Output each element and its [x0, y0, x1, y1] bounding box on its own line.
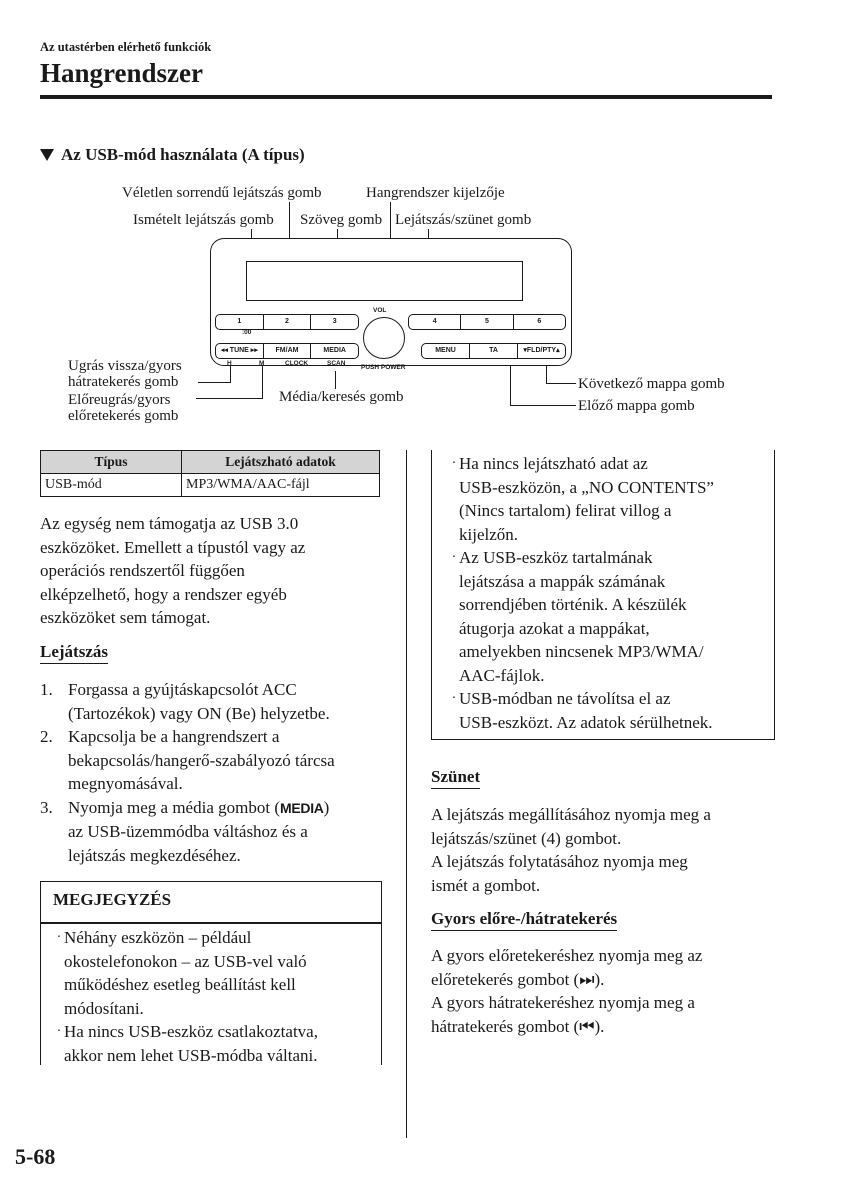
audio-unit-diagram: [60, 180, 760, 430]
list-item: [40, 678, 385, 725]
volume-power-knob[interactable]: [363, 317, 405, 359]
page-title: Hangrendszer: [40, 58, 203, 88]
seek-line: A gyors hátratekeréshez nyomja meg a: [431, 993, 695, 1012]
step-line: Kapcsolja be a hangrendszert a: [68, 727, 280, 746]
step-text: [68, 678, 330, 725]
title-rule: [40, 95, 772, 99]
preset-6-button[interactable]: 6: [513, 315, 565, 329]
note-line: kijelzőn.: [459, 524, 519, 544]
column-divider: [406, 450, 407, 1138]
seek-heading: Gyors előre-/hátratekerés: [431, 908, 617, 931]
note-box-continued: [431, 450, 775, 740]
note-line: amelyekben nincsenek MP3/WMA/: [459, 642, 704, 661]
step-line: bekapcsolás/hangerő-szabályozó tárcsa: [68, 750, 335, 770]
list-item: [40, 796, 385, 868]
vol-label: VOL: [373, 307, 387, 314]
bullet-dot-icon: ·: [451, 456, 457, 471]
ta-button[interactable]: TA: [469, 344, 517, 358]
function-row-left: [215, 343, 359, 359]
preset-4-button[interactable]: 4: [432, 318, 437, 325]
step-text-part: Nyomja meg a média gombot (: [68, 797, 280, 817]
bullet-dot-icon: ·: [451, 691, 457, 706]
list-item: [449, 546, 771, 687]
note-line: USB-módban ne távolítsa el az: [459, 689, 671, 708]
triangle-down-icon: [40, 149, 54, 161]
preset-row-right: [408, 314, 566, 330]
note-line: sorrendjében történik. A készülék: [459, 595, 687, 614]
section-heading: [40, 145, 305, 165]
label-prev-folder: Előző mappa gomb: [578, 398, 695, 414]
preset-1-sublabel: :00: [242, 329, 252, 336]
note-line: (Nincs tartalom) felirat villog a: [459, 501, 672, 520]
intro-line: eszközöket sem támogat.: [40, 608, 211, 627]
step-number: 1.: [40, 680, 53, 699]
bullet-dot-icon: ·: [56, 1024, 62, 1039]
step-line: Forgassa a gyújtáskapcsolót ACC: [68, 680, 297, 699]
label-next-folder: Következő mappa gomb: [578, 376, 725, 392]
note-line: USB-eszközön, a „NO CONTENTS”: [459, 477, 714, 497]
pause-line: ismét a gombot.: [431, 875, 541, 895]
note-line: átugorja azokat a mappákat,: [459, 618, 650, 638]
leader-skipfwd-h: [196, 398, 262, 399]
seek-line: hátratekerés gombot (⏮).: [431, 1016, 605, 1036]
preset-2-button[interactable]: 2: [263, 315, 311, 329]
playback-steps: [40, 678, 385, 867]
leader-skipback-h: [198, 382, 230, 383]
breadcrumb: Az utastérben elérhető funkciók: [40, 40, 212, 54]
leader-prev-h: [510, 405, 576, 406]
note-line: működéshez esetleg beállítást kell: [64, 975, 296, 994]
list-item: [449, 452, 771, 546]
note-title-rule: [41, 922, 381, 924]
intro-line: Az egység nem támogatja az USB 3.0: [40, 514, 299, 533]
push-power-label: PUSH POWER: [361, 364, 406, 371]
list-item: [54, 1020, 376, 1067]
leader-skipback-v: [230, 366, 231, 383]
intro-line: eszközöket. Emellett a típustól vagy az: [40, 537, 306, 557]
note-box: [40, 881, 382, 1065]
h-label: H: [227, 360, 232, 367]
fld-pty-button[interactable]: ▾FLD/PTY▴: [517, 344, 565, 358]
preset-3-button[interactable]: 3: [310, 315, 358, 329]
note-title: MEGJEGYZÉS: [53, 890, 172, 909]
note-line: Néhány eszközön – például: [64, 928, 252, 947]
pause-line: A lejátszás folytatásához nyomja meg: [431, 852, 688, 871]
label-repeat-button: Ismételt lejátszás gomb: [133, 212, 274, 228]
step-line: [68, 796, 329, 821]
playable-data-table: [40, 450, 380, 497]
table-header-data: Lejátszható adatok: [182, 451, 380, 474]
step-text-part: ): [323, 797, 330, 817]
step-text: [68, 796, 329, 868]
intro-line: operációs rendszertől függően: [40, 561, 245, 580]
scan-label: SCAN: [327, 360, 346, 367]
function-row-right: [421, 343, 566, 359]
bullet-dot-icon: ·: [56, 930, 62, 945]
intro-paragraph: [40, 512, 380, 630]
menu-button[interactable]: MENU: [435, 347, 456, 354]
step-line: megnyomásával.: [68, 774, 183, 793]
note-line: Az USB-eszköz tartalmának: [459, 548, 653, 567]
label-display: Hangrendszer kijelzője: [366, 185, 505, 201]
audio-display-screen: [246, 261, 523, 301]
m-label: M: [259, 360, 265, 367]
step-number: 2.: [40, 727, 53, 746]
note-bullets: [54, 926, 376, 1067]
seek-line: A gyors előretekeréshez nyomja meg az: [431, 946, 703, 965]
note-bullets-continued: [449, 452, 771, 734]
step-number: 3.: [40, 797, 53, 817]
bullet-dot-icon: ·: [451, 550, 457, 565]
leader-next-h: [546, 383, 576, 384]
table-cell-type: USB-mód: [41, 474, 182, 497]
step-line: az USB-üzemmódba váltáshoz és a: [68, 822, 308, 841]
label-random-button: Véletlen sorrendű lejátszás gomb: [122, 185, 322, 201]
list-item: [54, 926, 376, 1020]
note-line: módosítani.: [64, 998, 144, 1018]
list-item: [40, 725, 385, 796]
label-skipback-2: hátratekerés gomb: [68, 374, 179, 390]
pause-heading: Szünet: [431, 766, 480, 789]
list-item: [449, 687, 771, 734]
playback-heading: Lejátszás: [40, 641, 108, 664]
label-playpause-button: Lejátszás/szünet gomb: [395, 212, 532, 228]
note-line: AAC-fájlok.: [459, 665, 545, 685]
leader-media: [335, 371, 336, 389]
preset-row-left: [215, 314, 359, 330]
label-skipback-1: Ugrás vissza/gyors: [68, 358, 182, 374]
note-line: USB-eszközt. Az adatok sérülhetnek.: [459, 712, 713, 732]
note-line: akkor nem lehet USB-módba váltani.: [64, 1045, 318, 1065]
fm-am-button[interactable]: FM/AM: [263, 344, 311, 358]
section-heading-text: Az USB-mód használata (A típus): [61, 145, 305, 164]
media-button-glyph: MEDIA: [279, 799, 324, 816]
audio-unit: [210, 238, 572, 371]
seek-line: előretekerés gombot (⏭).: [431, 969, 605, 989]
step-text: [68, 725, 335, 796]
intro-line: elképzelhető, hogy a rendszer egyéb: [40, 584, 287, 604]
pause-paragraph: [431, 803, 776, 897]
step-line: (Tartozékok) vagy ON (Be) helyzetbe.: [68, 703, 330, 723]
preset-5-button[interactable]: 5: [460, 315, 512, 329]
leader-skipfwd-v: [262, 366, 263, 399]
table-header-row: [41, 451, 380, 474]
page-number: 5-68: [15, 1144, 56, 1169]
pause-line: A lejátszás megállításához nyomja meg a: [431, 805, 711, 824]
pause-line: lejátszás/szünet (4) gombot.: [431, 828, 622, 848]
note-line: Ha nincs lejátszható adat az: [459, 454, 648, 473]
table-row: [41, 474, 380, 497]
step-line: lejátszás megkezdéséhez.: [68, 845, 241, 865]
tune-button[interactable]: ◂◂ TUNE ▸▸: [220, 347, 258, 354]
media-button[interactable]: MEDIA: [310, 344, 358, 358]
table-header-type: Típus: [41, 451, 182, 474]
note-line: lejátszása a mappák számának: [459, 571, 666, 591]
label-media-search: Média/keresés gomb: [279, 389, 404, 405]
clock-label: CLOCK: [285, 360, 309, 367]
label-text-button: Szöveg gomb: [300, 212, 383, 228]
preset-1-button[interactable]: 1: [237, 318, 242, 325]
label-skipfwd-1: Előreugrás/gyors: [68, 392, 171, 408]
note-line: Ha nincs USB-eszköz csatlakoztatva,: [64, 1022, 318, 1041]
seek-paragraph: [431, 944, 776, 1038]
label-skipfwd-2: előretekerés gomb: [68, 408, 179, 424]
note-line: okostelefonokon – az USB-vel való: [64, 951, 307, 971]
table-cell-data: MP3/WMA/AAC-fájl: [182, 474, 380, 497]
